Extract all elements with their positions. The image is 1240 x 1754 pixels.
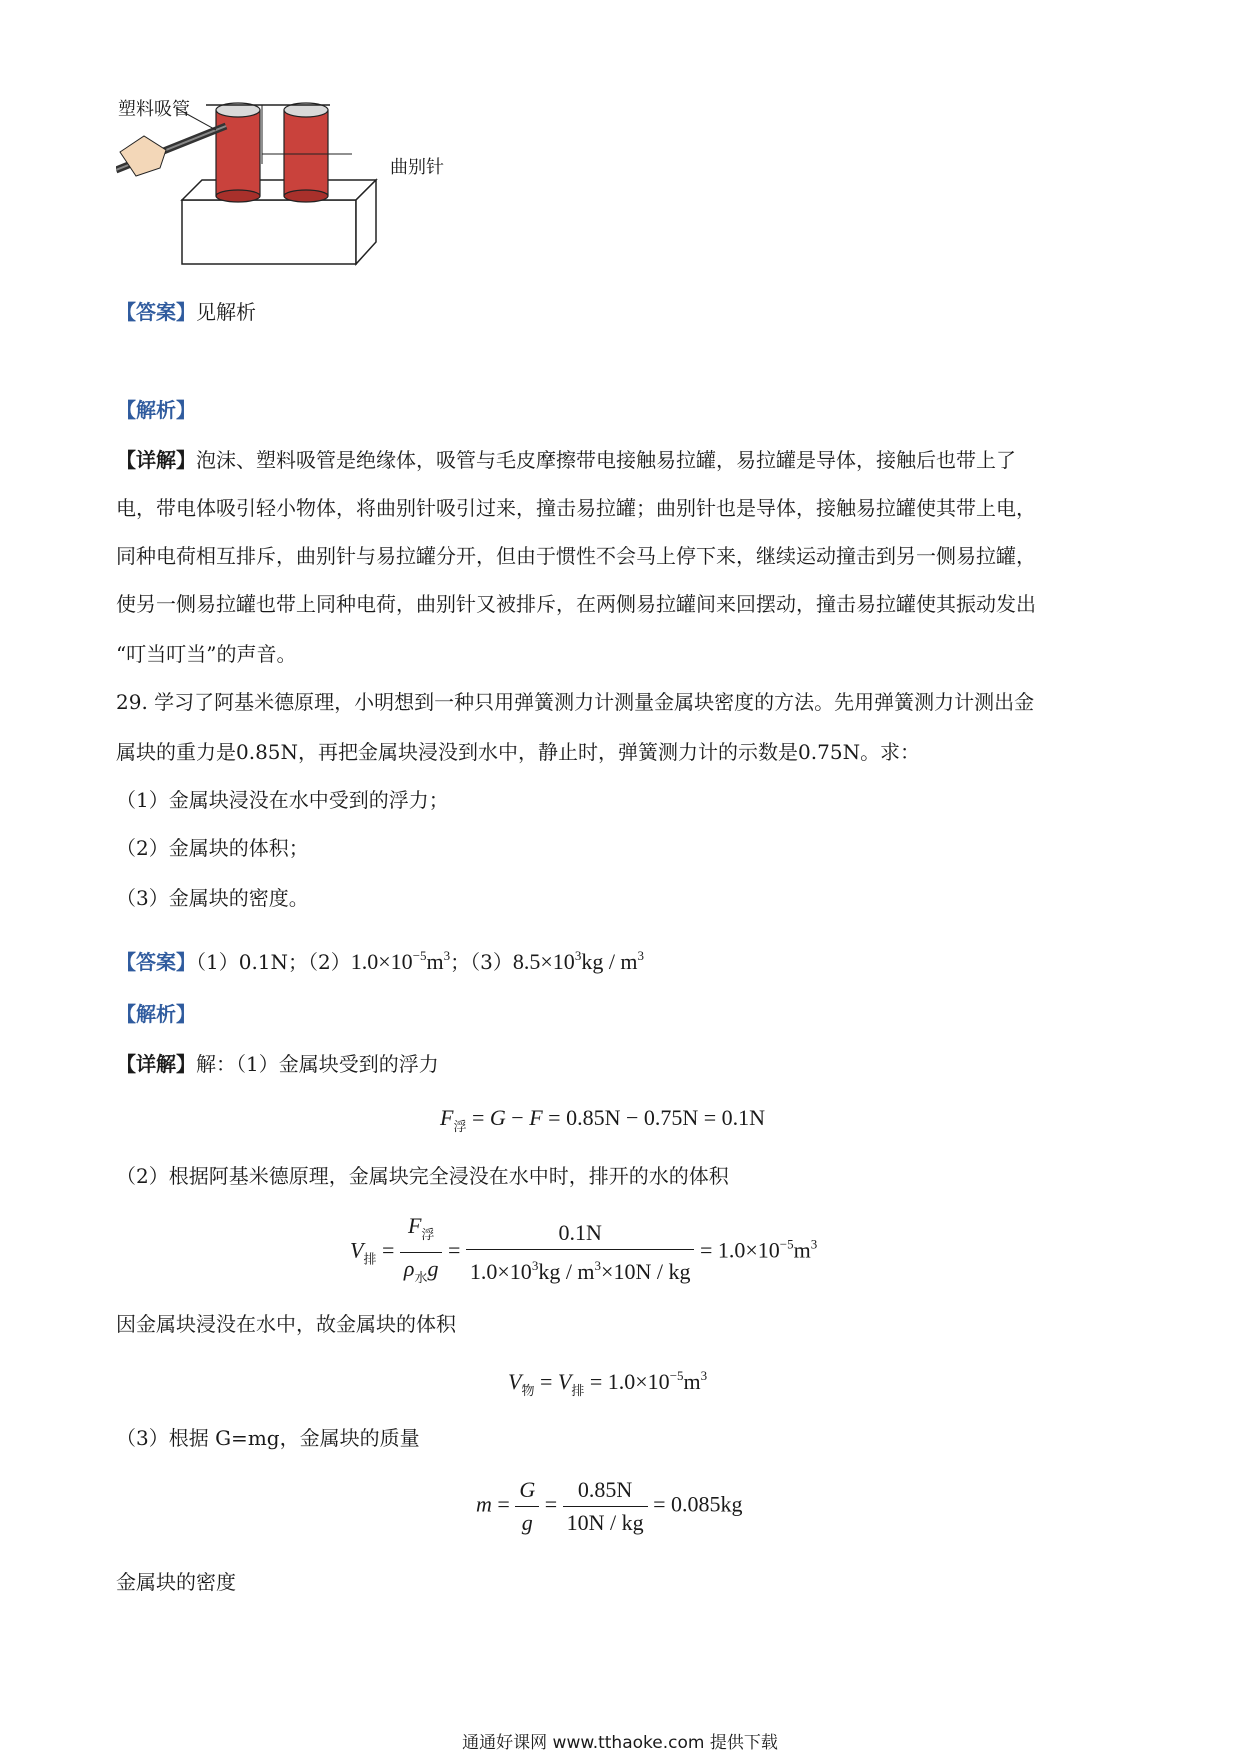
q29-part2b-line: 因金属块浸没在水中，故金属块的体积 — [116, 1312, 456, 1336]
q29-analysis-tag: 【解析】 — [116, 1002, 196, 1026]
equation-object-volume: $V_物 = V_排 = 1.0\times 10^{-5}m^3$ — [508, 1368, 708, 1399]
answer-tag: 【答案】 — [116, 300, 196, 324]
detail-tag: 【详解】 — [116, 448, 196, 472]
q28-detail-line-3: 同种电荷相互排斥，曲别针与易拉罐分开，但由于惯性不会马上停下来，继续运动撞击到另一侧易拉罐， — [116, 544, 1036, 568]
q28-analysis-tag: 【解析】 — [116, 398, 196, 422]
q28-detail-line-2: 电，带电体吸引轻小物体，将曲别针吸引过来，撞击易拉罐；曲别针也是导体，接触易拉罐使其带上电， — [116, 496, 1036, 520]
stem-text-a: 属块的重力是 — [116, 740, 236, 764]
answer-part-2: ；（3） — [450, 950, 513, 974]
detail-text-1: 泡沫、塑料吸管是绝缘体，吸管与毛皮摩擦带电接触易拉罐，易拉罐是导体，接触后也带上了 — [196, 448, 1016, 472]
q29-sub-1: （1）金属块浸没在水中受到的浮力； — [116, 788, 449, 812]
stem-text-b: ，再把金属块浸没到水中，静止时，弹簧测力计的示数是 — [298, 740, 799, 764]
equation-displaced-volume: $V_排$ = $\frac{F_浮}{\rho_水g}$ = $\frac{0.1N}{1.0\times 10^3kg / m^3\times 10N / kg}$ = $1.0\times 10^{-5}m^3$ — [350, 1213, 818, 1286]
q29-part2-line: （2）根据阿基米德原理，金属块完全浸没在水中时，排开的水的体积 — [116, 1164, 729, 1188]
equation-mass: m = $\frac{G}{g}$ = $\frac{0.85N}{10N / kg}$ = 0.085kg — [476, 1477, 743, 1535]
answer-text: 见解析 — [196, 300, 256, 324]
q28-detail-line-5: “叮当叮当”的声音。 — [116, 642, 297, 666]
page-footer: 通通好课网 www.tthaoke.com 提供下载 — [462, 1733, 778, 1753]
detail-tag: 【详解】 — [116, 1052, 196, 1076]
answer-volume: $1.0\times 10^{-5}m^3$ — [350, 948, 451, 974]
q29-density-line: 金属块的密度 — [116, 1570, 236, 1594]
q28-answer — [116, 298, 256, 326]
stem-weight: 0.85N — [236, 740, 299, 764]
q29-part3-line: （3）根据 G=mg，金属块的质量 — [116, 1426, 420, 1450]
q29-stem-line-2 — [116, 738, 920, 766]
equation-buoyancy: $F_浮 = G - F = 0.85N - 0.75N = 0.1N$ — [440, 1105, 766, 1135]
label-straw: 塑料吸管 — [118, 99, 190, 120]
answer-part-1: （1）0.1N；（2） — [196, 950, 351, 974]
q28-detail-line-1 — [116, 446, 1016, 474]
label-pin: 曲别针 — [390, 157, 444, 178]
stem-reading: 0.75N — [798, 740, 861, 764]
q29-detail-line-1 — [116, 1050, 439, 1078]
q29-sub-3: （3）金属块的密度。 — [116, 886, 309, 910]
answer-density: $8.5\times 10^3kg / m^3$ — [512, 948, 645, 974]
stem-text-c: 。求： — [860, 740, 921, 764]
q28-detail-line-4: 使另一侧易拉罐也带上同种电荷，曲别针又被排斥，在两侧易拉罐间来回摆动，撞击易拉罐使其振动发出 — [116, 592, 1036, 616]
answer-tag: 【答案】 — [116, 950, 196, 974]
q29-sub-2: （2）金属块的体积； — [116, 836, 309, 860]
detail-text: 解：（1）金属块受到的浮力 — [196, 1052, 439, 1076]
q29-stem-line-1: 29. 学习了阿基米德原理，小明想到一种只用弹簧测力计测量金属块密度的方法。先用弹簧测力计测出金 — [116, 690, 1035, 714]
q29-answer — [116, 942, 644, 976]
